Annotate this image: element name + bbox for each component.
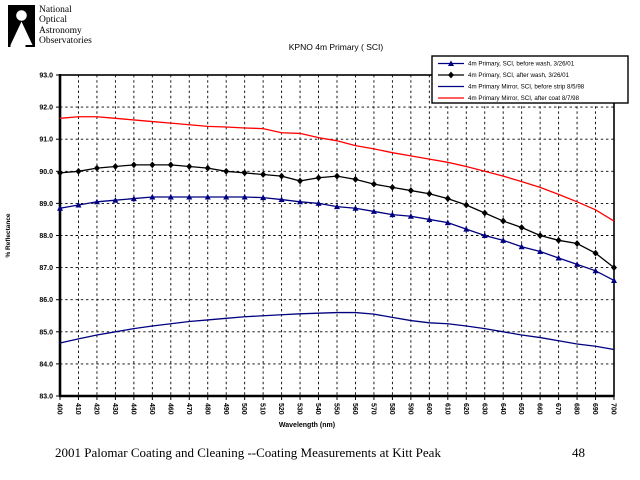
x-tick-label: 670 — [554, 403, 562, 415]
x-tick-label: 690 — [591, 403, 599, 415]
y-tick-label: 89.0 — [39, 200, 53, 208]
x-tick-label: 530 — [295, 403, 303, 415]
x-tick-label: 470 — [184, 403, 192, 415]
x-tick-label: 630 — [480, 403, 488, 415]
x-tick-label: 460 — [166, 403, 174, 415]
logo-line: Observatories — [39, 36, 92, 47]
y-tick-label: 88.0 — [39, 233, 53, 240]
y-tick-label: 91.0 — [39, 136, 53, 144]
x-tick-label: 500 — [240, 403, 248, 415]
x-axis-title: Wavelength (nm) — [278, 422, 336, 429]
y-tick-label: 92.0 — [39, 104, 53, 112]
x-tick-label: 490 — [221, 403, 229, 415]
x-tick-label: 610 — [443, 403, 451, 415]
slide-footer — [0, 445, 640, 465]
logo-line: Optical — [39, 15, 67, 26]
x-tick-label: 550 — [332, 403, 340, 415]
x-tick-label: 440 — [129, 403, 137, 415]
legend-label: 4m Primary, SCI, before wash, 3/26/01 — [468, 60, 575, 68]
x-tick-label: 540 — [314, 403, 322, 415]
x-tick-label: 640 — [498, 403, 506, 415]
y-tick-label: 85.0 — [39, 329, 53, 337]
x-tick-label: 700 — [609, 403, 617, 415]
legend-label: 4m Primary, SCI, after wash, 3/26/01 — [468, 72, 569, 80]
y-tick-label: 86.0 — [39, 297, 53, 305]
x-tick-label: 590 — [406, 403, 414, 415]
x-tick-label: 560 — [351, 403, 359, 415]
logo-line: Astronomy — [39, 25, 82, 36]
x-tick-label: 650 — [517, 403, 525, 415]
y-tick-label: 90.0 — [39, 168, 53, 176]
logo-line: National — [39, 5, 72, 15]
footer-title: 2001 Palomar Coating and Cleaning --Coating Measurements at Kitt Peak — [55, 445, 441, 460]
x-tick-label: 450 — [147, 403, 155, 415]
y-tick-label: 83.0 — [39, 393, 53, 401]
x-tick-label: 520 — [277, 403, 285, 415]
page-number: 48 — [572, 445, 585, 460]
legend-label: 4m Primary Mirror, SCI, after coat 8/7/98 — [468, 95, 580, 103]
chart-title: KPNO 4m Primary ( SCI) — [288, 42, 384, 52]
y-axis-title: % Reflectance — [5, 213, 12, 258]
x-tick-label: 600 — [424, 403, 432, 415]
x-tick-label: 400 — [55, 403, 63, 415]
x-tick-label: 410 — [74, 403, 82, 415]
legend-label: 4m Primary Mirror, SCI, before strip 8/5/98 — [468, 83, 585, 91]
y-tick-label: 93.0 — [39, 72, 53, 80]
y-tick-label: 84.0 — [39, 361, 53, 369]
x-tick-label: 580 — [387, 403, 395, 415]
x-tick-label: 660 — [535, 403, 543, 415]
x-tick-label: 620 — [461, 403, 469, 415]
x-tick-label: 570 — [369, 403, 377, 415]
x-tick-label: 430 — [110, 403, 118, 415]
y-tick-label: 87.0 — [39, 265, 53, 273]
x-tick-label: 420 — [92, 403, 100, 415]
x-tick-label: 480 — [203, 403, 211, 415]
x-tick-label: 510 — [258, 403, 266, 415]
x-tick-label: 680 — [572, 403, 580, 415]
